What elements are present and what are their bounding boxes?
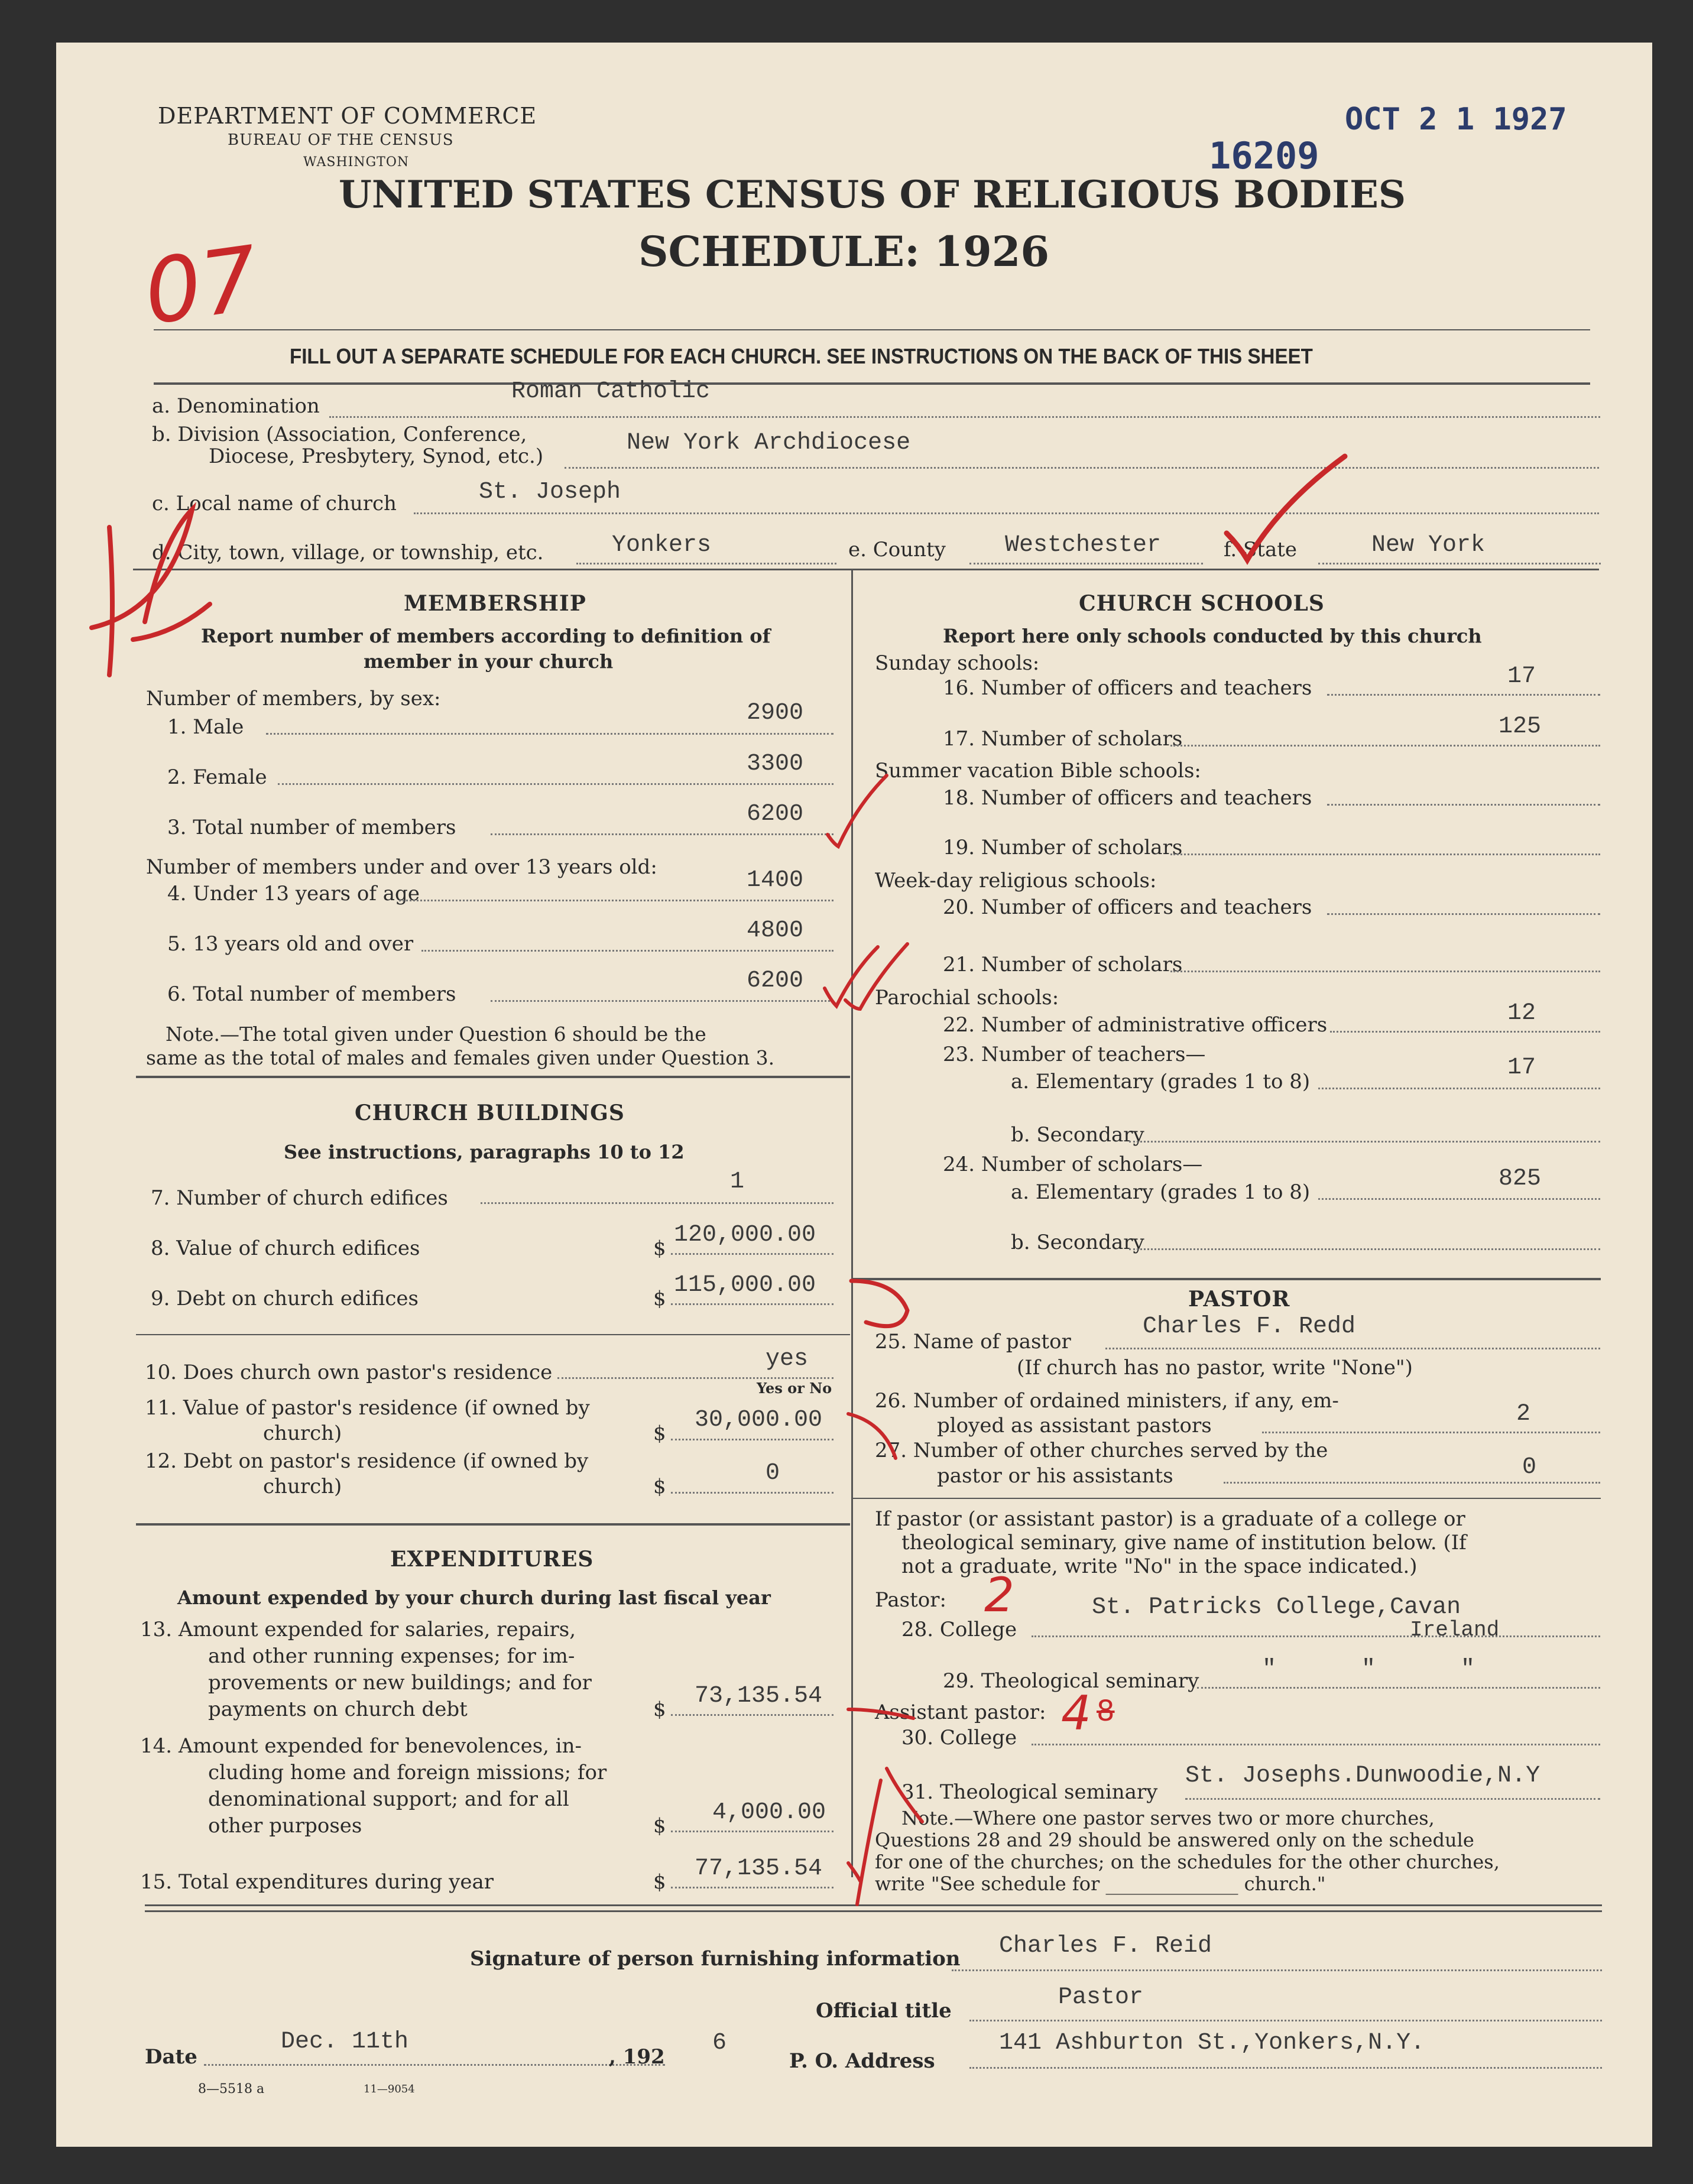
pastor-note-4: write "See schedule for ______________ church." (875, 1873, 1326, 1895)
q4-value[interactable]: 1400 (747, 867, 804, 894)
q3-line (491, 833, 833, 835)
q11-label-2: church) (263, 1422, 342, 1445)
signature-value[interactable]: Charles F. Reid (999, 1933, 1212, 1959)
division-line (565, 467, 1599, 469)
form-title: UNITED STATES CENSUS OF RELIGIOUS BODIES (339, 173, 1406, 217)
column-divider (851, 570, 853, 1877)
year-prefix: , 192 (609, 2045, 665, 2069)
q18-line (1327, 804, 1600, 806)
q10-value[interactable]: yes (766, 1346, 809, 1372)
q15-value[interactable]: 77,135.54 (695, 1855, 823, 1882)
q22-label: 22. Number of administrative officers (943, 1013, 1328, 1037)
city-value[interactable]: Yonkers (612, 532, 712, 559)
body-end-rule-2 (145, 1910, 1602, 1912)
q28-line (1032, 1635, 1600, 1637)
q12-label-1: 12. Debt on pastor's residence (if owned by (145, 1449, 589, 1473)
q2-value[interactable]: 3300 (747, 751, 804, 777)
q24b-line (1129, 1248, 1600, 1250)
sunday-label: Sunday schools: (875, 651, 1040, 675)
q11-value[interactable]: 30,000.00 (695, 1407, 823, 1433)
q28-value-1[interactable]: St. Patricks College,Cavan (1092, 1594, 1461, 1621)
identification-rule (133, 569, 1599, 570)
q23a-line (1318, 1088, 1600, 1089)
dept-name: DEPARTMENT OF COMMERCE (158, 103, 537, 129)
membership-intro-2: member in your church (364, 650, 614, 673)
q22-value[interactable]: 12 (1507, 1000, 1536, 1027)
q16-value[interactable]: 17 (1507, 663, 1536, 690)
q16-line (1327, 694, 1600, 696)
q13-value[interactable]: 73,135.54 (695, 1683, 823, 1709)
q6-line (491, 1000, 833, 1002)
q14-line-3: denominational support; and for all (208, 1787, 569, 1811)
date-line (204, 2064, 665, 2066)
q2-line (278, 783, 833, 785)
county-line (969, 563, 1203, 564)
q24b-label: b. Secondary (1011, 1231, 1144, 1254)
q9-rule (136, 1334, 850, 1335)
signature-label: Signature of person furnishing information (470, 1947, 961, 1971)
q13-line-3: provements or new buildings; and for (208, 1671, 592, 1695)
q23b-line (1129, 1141, 1600, 1143)
q24a-value[interactable]: 825 (1499, 1166, 1542, 1192)
assistant-struck-mark: 8 (1097, 1695, 1115, 1728)
q8-line (671, 1253, 833, 1255)
q8-value[interactable]: 120,000.00 (674, 1222, 816, 1248)
print-number: 11—9054 (364, 2083, 415, 2095)
received-date-stamp: OCT 2 1 1927 (1345, 102, 1567, 137)
q3-label: 3. Total number of members (167, 816, 456, 839)
q10-line (557, 1377, 833, 1379)
q19-line (1170, 854, 1600, 855)
pastor-note-1: Note.—Where one pastor serves two or more churches, (901, 1807, 1435, 1829)
q19-label: 19. Number of scholars (943, 836, 1183, 859)
q25-hint: (If church has no pastor, write "None") (1017, 1356, 1413, 1380)
q12-label-2: church) (263, 1475, 342, 1498)
red-check-q6-icon (819, 935, 913, 1018)
q21-line (1170, 971, 1600, 972)
pastor-rule (853, 1498, 1601, 1499)
division-label-2: Diocese, Presbytery, Synod, etc.) (209, 444, 544, 468)
pastor-note-2: Questions 28 and 29 should be answered only on the schedule (875, 1829, 1474, 1851)
q27-value[interactable]: 0 (1522, 1454, 1537, 1481)
handwritten-code: 07 (138, 227, 265, 345)
red-mark-q11-icon (842, 1405, 925, 1470)
q13-line-4: payments on church debt (208, 1698, 468, 1721)
city-label: d. City, town, village, or township, etc. (152, 541, 544, 564)
year-digit[interactable]: 6 (712, 2030, 727, 2056)
form-number: 8—5518 a (198, 2082, 265, 2097)
q14-dollar: $ (653, 1814, 666, 1838)
q26-label-2: ployed as assistant pastors (937, 1414, 1212, 1437)
q23a-value[interactable]: 17 (1507, 1054, 1536, 1081)
po-address-value[interactable]: 141 Ashburton St.,Yonkers,N.Y. (999, 2030, 1425, 2056)
membership-rule (136, 1076, 850, 1078)
age-intro-label: Number of members under and over 13 years old: (146, 855, 657, 879)
q29-line (1197, 1687, 1600, 1689)
q9-label: 9. Debt on church edifices (151, 1287, 419, 1310)
q30-label: 30. College (901, 1726, 1017, 1750)
q18-label: 18. Number of officers and teachers (943, 786, 1312, 810)
q1-line (266, 733, 833, 735)
q15-line (671, 1887, 833, 1888)
q12-value[interactable]: 0 (766, 1460, 780, 1487)
q9-dollar: $ (653, 1287, 666, 1310)
q14-line-1: 14. Amount expended for benevolences, in- (140, 1734, 582, 1758)
parochial-label: Parochial schools: (875, 986, 1059, 1010)
city-line (576, 563, 836, 564)
q16-label: 16. Number of officers and teachers (943, 676, 1312, 700)
division-label-1: b. Division (Association, Conference, (152, 423, 527, 446)
q9-line (671, 1303, 833, 1305)
q6-label: 6. Total number of members (167, 982, 456, 1006)
census-schedule-sheet (56, 43, 1652, 2147)
q20-label: 20. Number of officers and teachers (943, 895, 1312, 919)
assistant-mark: 4 (1061, 1686, 1091, 1741)
grad-note-3: not a graduate, write "No" in the space indicated.) (901, 1555, 1418, 1578)
q17-label: 17. Number of scholars (943, 727, 1183, 751)
q23-label: 23. Number of teachers— (943, 1043, 1206, 1066)
q11-dollar: $ (653, 1422, 666, 1445)
state-value[interactable]: New York (1371, 532, 1486, 559)
red-mark-seminary-icon (881, 1763, 928, 1828)
q24a-line (1318, 1198, 1600, 1200)
official-title-label: Official title (816, 1999, 952, 2023)
bureau-name: BUREAU OF THE CENSUS (228, 131, 454, 149)
q13-line-1: 13. Amount expended for salaries, repairs, (140, 1618, 576, 1641)
church-name-label: c. Local name of church (152, 492, 397, 515)
instructions-rule-bottom (154, 382, 1590, 385)
q14-line-2: cluding home and foreign missions; for (208, 1761, 607, 1784)
q8-dollar: $ (653, 1237, 666, 1260)
pastor-heading: PASTOR (1188, 1287, 1290, 1312)
q29-label: 29. Theological seminary (943, 1669, 1199, 1693)
q15-label: 15. Total expenditures during year (140, 1870, 494, 1894)
date-label: Date (145, 2045, 197, 2069)
membership-intro-1: Report number of members according to definition of (201, 625, 771, 647)
q2-label: 2. Female (167, 765, 267, 789)
signature-line (952, 1969, 1602, 1971)
q20-line (1327, 913, 1600, 915)
q17-line (1170, 745, 1600, 747)
q10-label: 10. Does church own pastor's residence (145, 1361, 553, 1384)
weekday-label: Week-day religious schools: (875, 869, 1157, 893)
q27-line (1224, 1482, 1600, 1484)
official-title-line (969, 2020, 1602, 2021)
buildings-rule (136, 1523, 850, 1526)
q14-line-4: other purposes (208, 1814, 362, 1838)
q25-value[interactable]: Charles F. Redd (1143, 1313, 1356, 1340)
po-address-label: P. O. Address (789, 2049, 935, 2073)
schedule-title: SCHEDULE: 1926 (638, 227, 1050, 276)
denomination-value[interactable]: Roman Catholic (511, 378, 711, 405)
q12-dollar: $ (653, 1475, 666, 1498)
q7-label: 7. Number of church edifices (151, 1186, 448, 1210)
q24a-label: a. Elementary (grades 1 to 8) (1011, 1180, 1311, 1204)
membership-note-1: Note.—The total given under Question 6 should be the (166, 1023, 706, 1046)
buildings-intro: See instructions, paragraphs 10 to 12 (284, 1141, 685, 1163)
q25-label: 25. Name of pastor (875, 1330, 1071, 1354)
q21-label: 21. Number of scholars (943, 953, 1183, 976)
q26-line (1262, 1432, 1600, 1433)
date-value[interactable]: Dec. 11th (281, 2029, 409, 2055)
by-sex-label: Number of members, by sex: (146, 687, 441, 710)
red-mark-q9-icon (842, 1269, 925, 1340)
pastor-graduate-label: Pastor: (875, 1588, 946, 1612)
q15-dollar: $ (653, 1870, 666, 1894)
state-line (1318, 563, 1601, 564)
q14-value[interactable]: 4,000.00 (712, 1799, 826, 1826)
q11-line (671, 1439, 833, 1440)
q9-value[interactable]: 115,000.00 (674, 1272, 816, 1299)
q22-line (1330, 1031, 1600, 1033)
q4-line (399, 900, 833, 901)
buildings-heading: CHURCH BUILDINGS (355, 1101, 625, 1125)
q1-label: 1. Male (167, 715, 244, 739)
denomination-line (329, 416, 1600, 418)
q12-line (671, 1492, 833, 1494)
q4-label: 4. Under 13 years of age (167, 882, 420, 906)
county-label: e. County (848, 538, 946, 562)
assistant-pastor-label: Assistant pastor: (875, 1701, 1046, 1724)
division-value[interactable]: New York Archdiocese (627, 430, 911, 456)
q7-value[interactable]: 1 (730, 1169, 745, 1195)
q27-label-2: pastor or his assistants (937, 1464, 1173, 1488)
q14-line (671, 1831, 833, 1832)
q31-line (1185, 1798, 1600, 1800)
county-value[interactable]: Westchester (1005, 532, 1162, 559)
state-label: f. State (1224, 538, 1297, 562)
membership-note-2: same as the total of males and females given under Question 3. (146, 1046, 775, 1069)
q1-value[interactable]: 2900 (747, 700, 804, 726)
q8-label: 8. Value of church edifices (151, 1237, 420, 1260)
q29-value[interactable]: " " " (1262, 1656, 1475, 1683)
expenditures-intro: Amount expended by your church during last fiscal year (177, 1586, 771, 1609)
q17-value[interactable]: 125 (1499, 713, 1542, 740)
church-name-value[interactable]: St. Joseph (479, 479, 621, 505)
q6-value[interactable]: 6200 (747, 968, 804, 994)
q13-line-2: and other running expenses; for im- (208, 1644, 575, 1668)
po-address-line (969, 2067, 1602, 2069)
q13-line (671, 1714, 833, 1716)
q28-label: 28. College (901, 1618, 1017, 1641)
summer-label: Summer vacation Bible schools: (875, 759, 1201, 783)
grad-note-2: theological seminary, give name of institution below. (If (901, 1531, 1467, 1555)
denomination-label: a. Denomination (152, 394, 320, 418)
pastor-mark: 2 (984, 1568, 1014, 1622)
schools-rule (853, 1278, 1601, 1280)
q7-line (481, 1202, 833, 1204)
schools-heading: CHURCH SCHOOLS (1079, 591, 1325, 616)
membership-heading: MEMBERSHIP (404, 591, 586, 616)
schools-intro: Report here only schools conducted by this church (943, 625, 1482, 647)
q26-label-1: 26. Number of ordained ministers, if any, em- (875, 1389, 1339, 1413)
red-mark-q13-icon (842, 1698, 925, 1733)
expenditures-heading: EXPENDITURES (390, 1547, 594, 1572)
q11-label-1: 11. Value of pastor's residence (if owned by (145, 1396, 590, 1420)
grad-note-1: If pastor (or assistant pastor) is a graduate of a college or (875, 1507, 1465, 1531)
q5-line (421, 950, 833, 952)
q31-value[interactable]: St. Josephs.Dunwoodie,N.Y (1185, 1763, 1540, 1789)
q23a-label: a. Elementary (grades 1 to 8) (1011, 1070, 1311, 1093)
q30-line (1032, 1744, 1600, 1745)
file-number-stamp: 16209 (1209, 134, 1319, 177)
q25-line (1105, 1348, 1600, 1349)
q3-value[interactable]: 6200 (747, 801, 804, 827)
q24-label: 24. Number of scholars— (943, 1153, 1203, 1176)
instructions-banner: FILL OUT A SEPARATE SCHEDULE FOR EACH CHURCH. SEE INSTRUCTIONS ON THE BACK OF THIS SHEET (290, 344, 1313, 368)
q23b-label: b. Secondary (1011, 1123, 1144, 1147)
q28-value-2[interactable]: Ireland (1410, 1618, 1500, 1642)
q27-label-1: 27. Number of other churches served by the (875, 1439, 1328, 1462)
red-margin-mark-icon (74, 492, 228, 687)
q31-label: 31. Theological seminary (901, 1780, 1158, 1804)
q5-label: 5. 13 years old and over (167, 932, 414, 956)
pastor-note-3: for one of the churches; on the schedules for the other churches, (875, 1851, 1500, 1873)
bureau-city: WASHINGTON (303, 155, 410, 170)
official-title-value[interactable]: Pastor (1058, 1984, 1144, 2011)
red-check-q3-icon (822, 770, 893, 852)
q5-value[interactable]: 4800 (747, 917, 804, 944)
q13-dollar: $ (653, 1698, 666, 1721)
q10-hint: Yes or No (757, 1380, 832, 1397)
red-check-state-icon (1221, 450, 1351, 569)
q26-value[interactable]: 2 (1516, 1401, 1531, 1427)
instructions-rule-top (154, 329, 1590, 330)
church-name-line (414, 512, 1599, 514)
